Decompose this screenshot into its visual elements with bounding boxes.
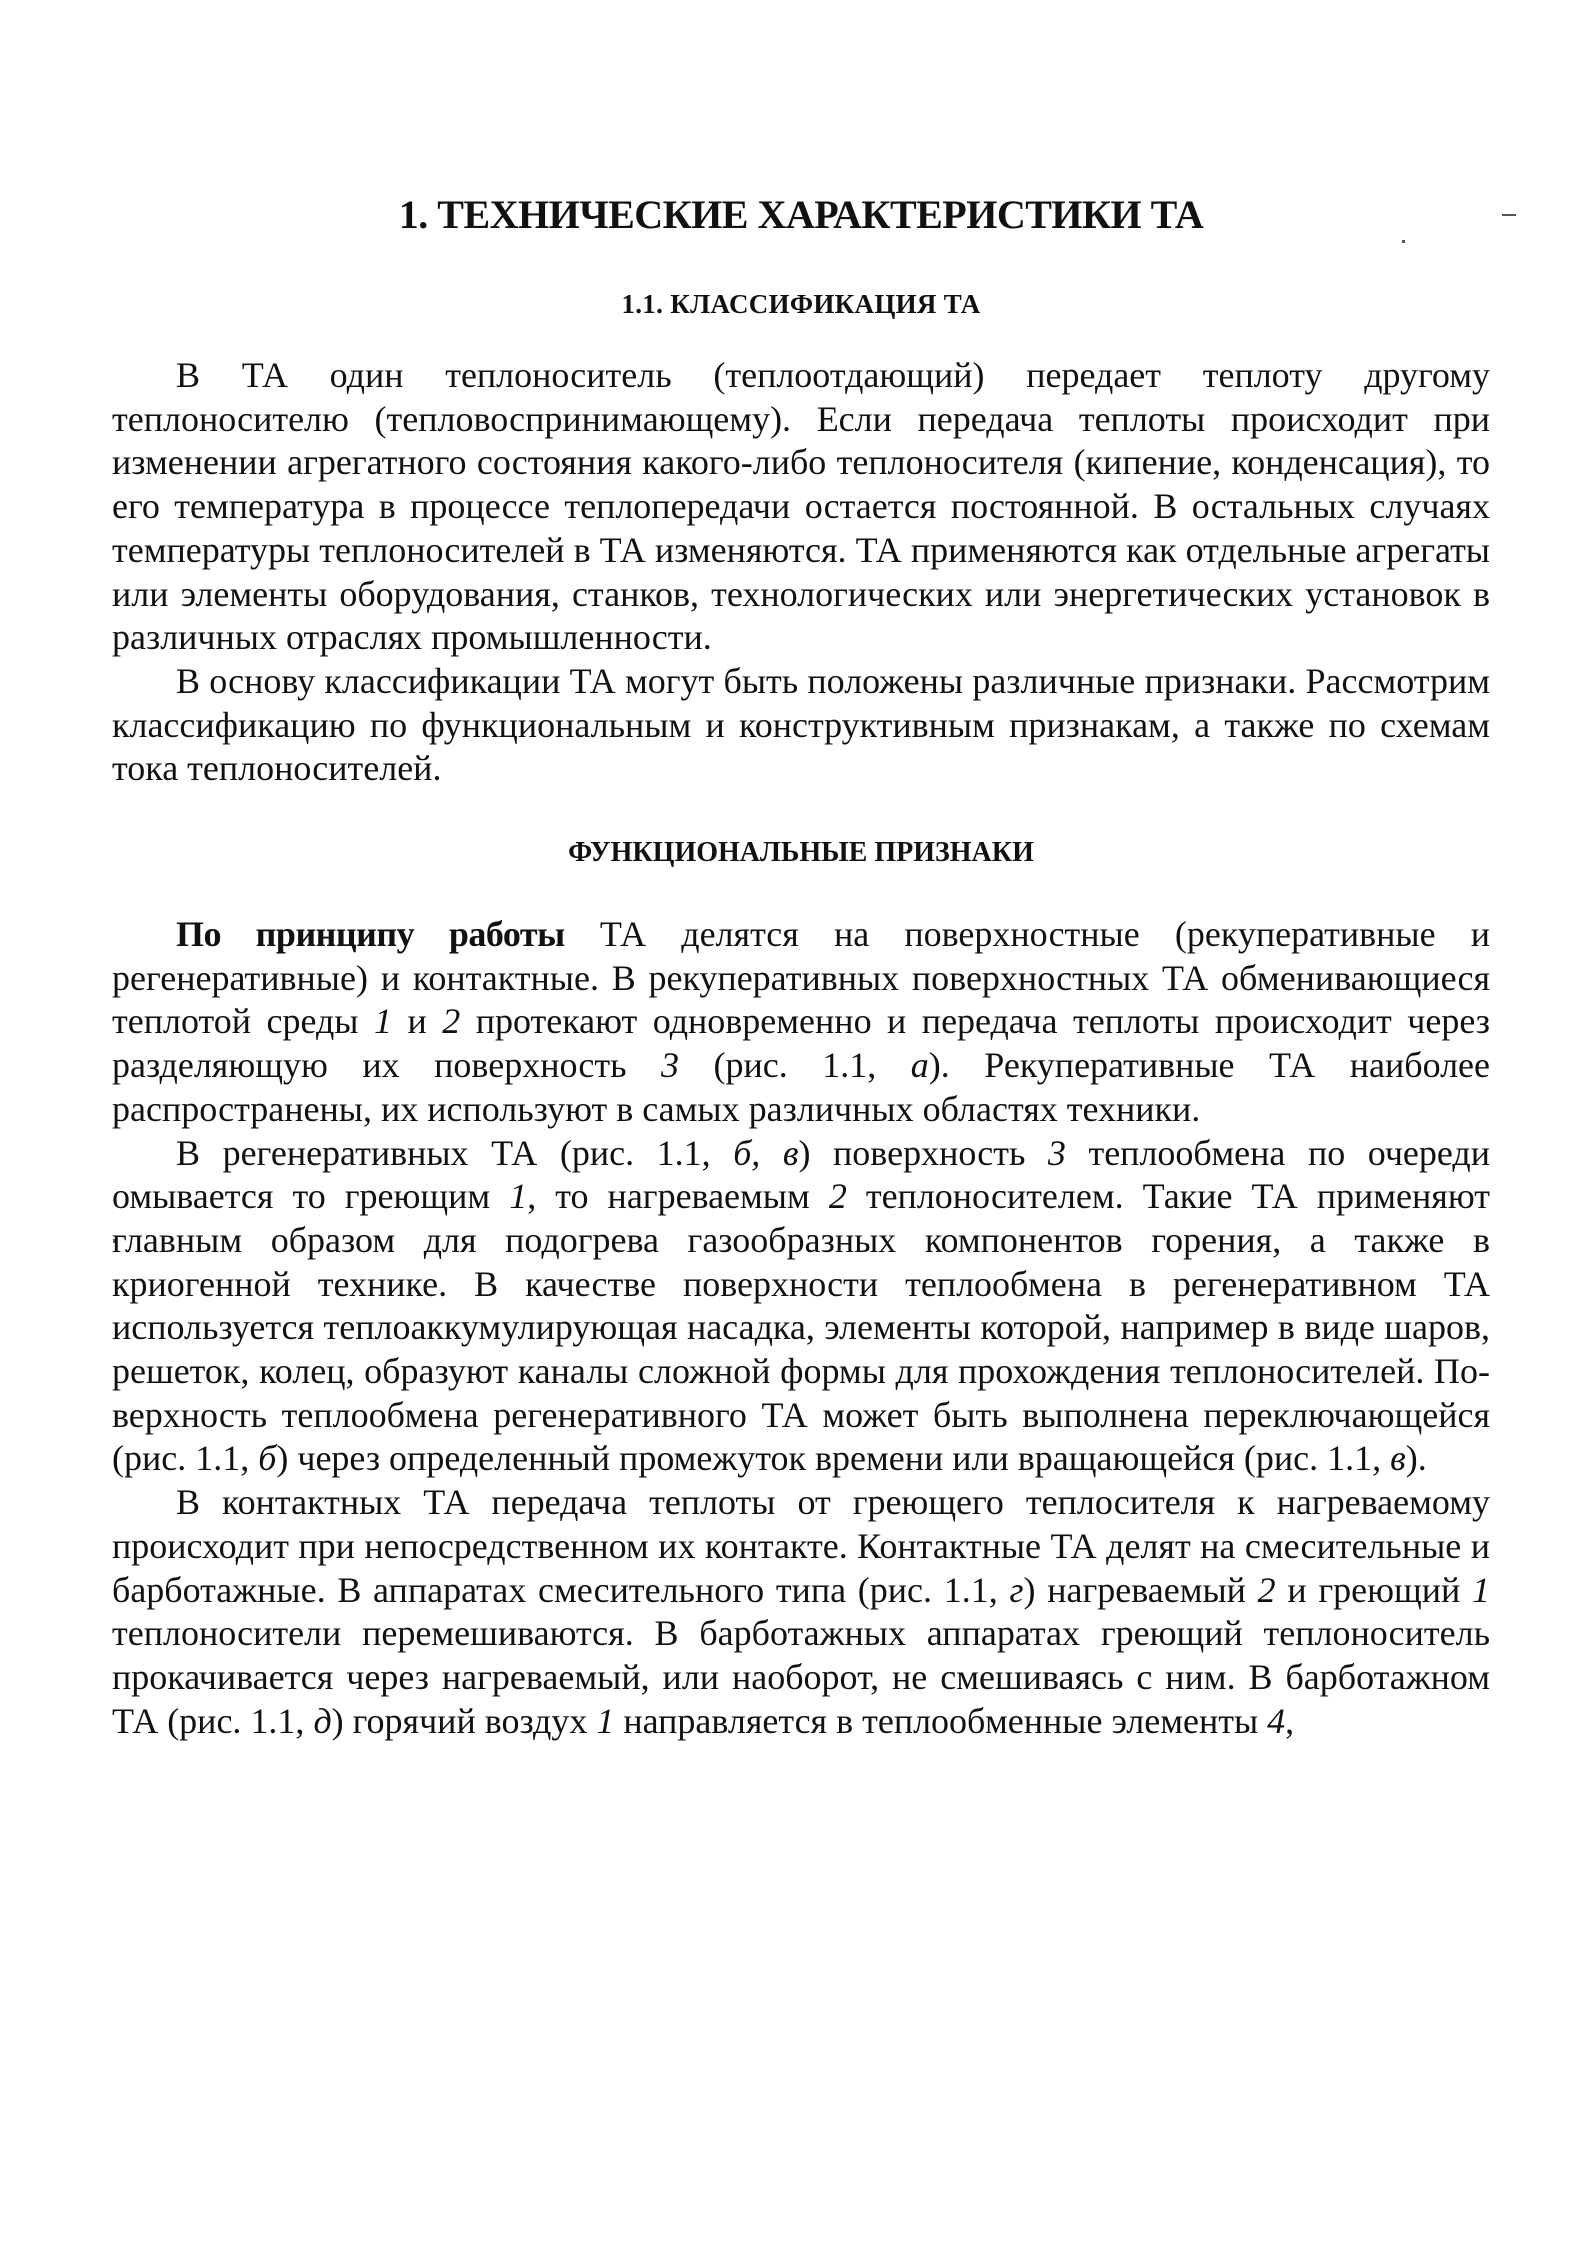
page-content: [112, 190, 1490, 1743]
subsection-title: ФУНКЦИОНАЛЬНЫЕ ПРИЗНАКИ: [568, 837, 1034, 869]
intro-paragraph-1: В ТА один теплоноситель (теплоотдающий) передает теплоту другому теплоносителю (тепловоспринимающему). Если передача теплоты происходит при изменении агрегатного состояния какого-либо теплоносителя (кипение, конденсация), то его температура в процессе теплопередачи остается постоянной. В остальных случаях температуры теплоносителей в ТА изменяются. ТА применяются как отдельные агрегаты или элементы оборудования, станков, технологических или энергетических установок в различных отраслях промышленности.: [112, 355, 1490, 658]
paragraph-working-principle: По принципу работы ТА делятся на поверхностные (рекуперативные и регенеративные) и контактные. В рекуперативных поверхностных ТА обменивающиеся теплотой среды 1 и 2 протекают одновременно и передача теплоты происходит через разделяющую их поверхность 3 (рис. 1.1, а). Рекуперативные ТА наиболее распространены, их используют в самых различных областях техники.: [112, 914, 1491, 1129]
intro-paragraph-2: В основу классификации ТА могут быть положены различные признаки. Рассмотрим классификацию по функциональным и конструктивным признакам, а также по схемам тока теплоносителей.: [112, 660, 1490, 789]
section-title: 1.1. КЛАССИФИКАЦИЯ ТА: [621, 289, 981, 319]
scan-dash-mark: [1502, 214, 1516, 216]
chapter-title: 1. ТЕХНИЧЕСКИЕ ХАРАКТЕРИСТИКИ ТА: [398, 192, 1204, 237]
paragraph-contact: В контактных ТА передача теплоты от греющего теплосителя к нагреваемому происходит при непосредственном их контакте. Контактные ТА делят на смесительные и барботажные. В аппаратах смесительного типа (рис. 1.1, г) нагреваемый 2 и греющий 1 теплоносители перемешиваются. В барботажных аппаратах греющий теплоноситель прокачивается через нагреваемый, или наоборот, не смешиваясь с ним. В барботажном ТА (рис. 1.1, д) горячий воздух 1 направляется в теплообменные элементы 4,: [112, 1482, 1490, 1741]
lead-term: По принципу работы: [176, 914, 565, 955]
paragraph-regenerative: В регенеративных ТА (рис. 1.1, б, в) поверхность 3 теплообмена по очереди омывается то греющим 1, то нагреваемым 2 теплоносителем. Такие ТА применяют главным образом для подогрева газообразных компонентов горения, а также в криогенной технике. В качестве поверхности теплообмена в регенеративном ТА используется теплоаккумулирующая насадка, элементы которой, например в виде шаров, решеток, колец, образуют каналы сложной формы для прохождения теплоносителей. Поверхность теплообмена регенеративного ТА может быть выполнена переключающейся (рис. 1.1, б) через определенный промежуток времени или вращающейся (рис. 1.1, в).: [112, 1132, 1490, 1479]
